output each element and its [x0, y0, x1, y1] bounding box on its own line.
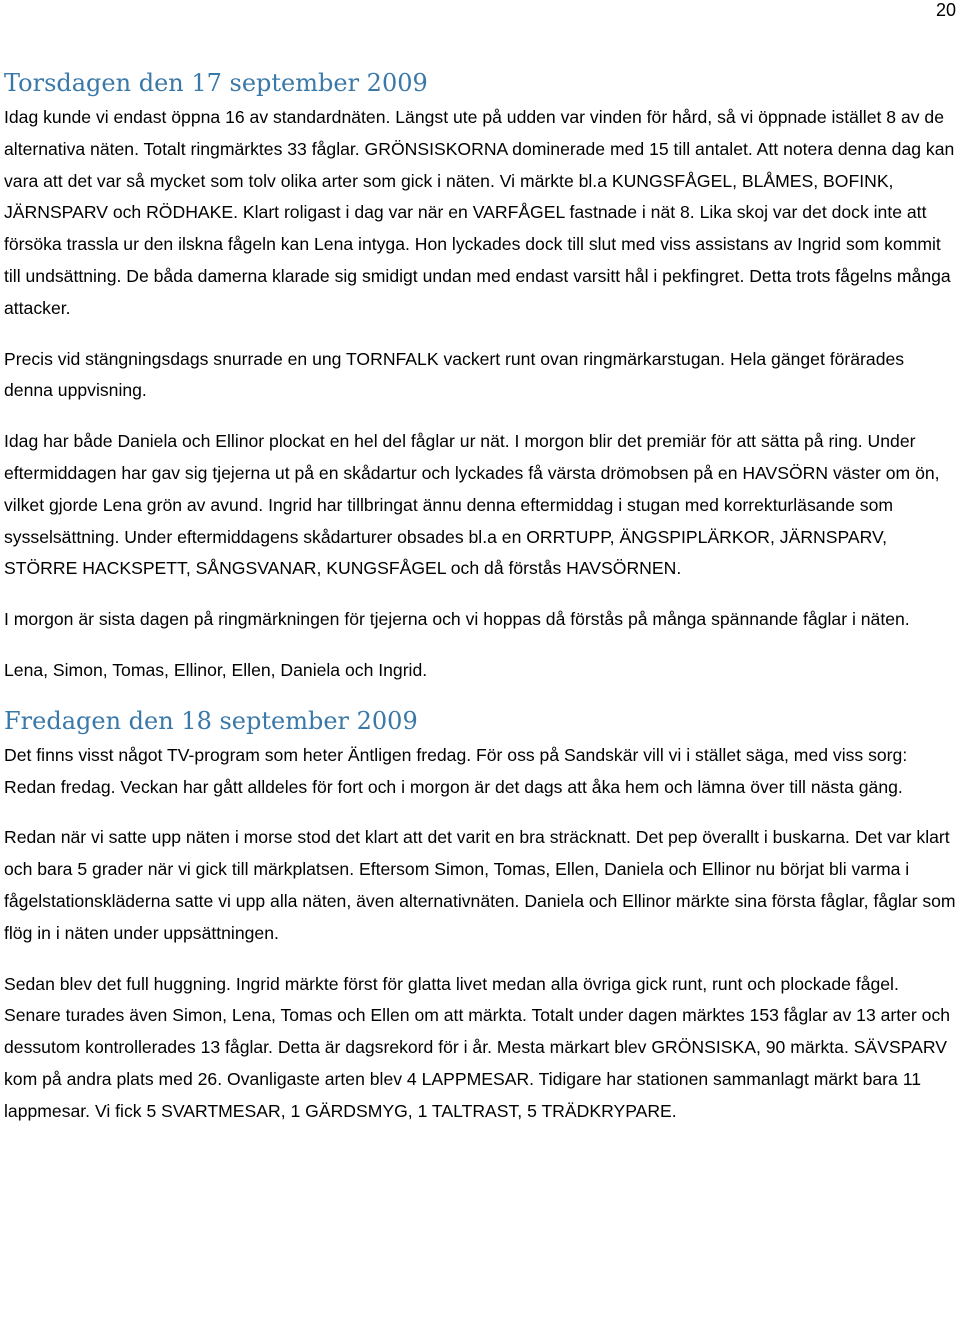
signature-line: Lena, Simon, Tomas, Ellinor, Ellen, Daniela och Ingrid.: [4, 659, 428, 680]
paragraph: I morgon är sista dagen på ringmärkningen för tjejerna och vi hoppas då förstås på många spännande fåglar i näten.: [4, 609, 910, 630]
paragraph: Precis vid stängningsdags snurrade en ung TORNFALK vackert runt ovan ringmärkarstugan. Hela gänget förärades denna uppvisning.: [4, 348, 905, 401]
section-heading-friday: Fredagen den 18 september 2009: [4, 706, 418, 735]
paragraph: Det finns visst något TV-program som heter Äntligen fredag. För oss på Sandskär vill vi i stället säga, med viss sorg: Redan fredag. Veckan har gått alldeles för fort och i morgon är det dags att åka hem och lämna över till nästa gäng.: [4, 744, 908, 797]
document-body: [4, 66, 956, 1128]
paragraph: Idag har både Daniela och Ellinor plockat en hel del fåglar ur nät. I morgon blir det premiär för att sätta på ring. Under eftermiddagen har gav sig tjejerna ut på en skådartur och lyckades få värsta drömobsen på en HAVSÖRN väster om ön, vilket gjorde Lena grön av avund. Ingrid har tillbringat ännu denna eftermiddag i stugan med korrekturläsande som sysselsättning. Under eftermiddagens skådarturer obsades bl.a en ORRTUPP, ÄNGSPIPLÄRKOR, JÄRNSPARV, STÖRRE HACKSPETT, SÅNGSVANAR, KUNGSFÅGEL och då förstås HAVSÖRNEN.: [4, 431, 940, 579]
paragraph: Redan när vi satte upp näten i morse stod det klart att det varit en bra sträcknatt. Det pep överallt i buskarna. Det var klart och bara 5 grader när vi gick till märkplatsen. Eftersom Simon, Tomas, Ellen, Daniela och Ellinor nu börjat bli varma i fågelstationskläderna satte vi upp alla näten, även alternativnäten. Daniela och Ellinor märkte sina första fåglar, fåglar som flög in i näten under uppsättningen.: [4, 827, 956, 943]
section-heading-thursday: Torsdagen den 17 september 2009: [4, 69, 428, 97]
paragraph: Sedan blev det full huggning. Ingrid märkte först för glatta livet medan alla övriga gick runt, runt och plockade fågel. Senare turades även Simon, Lena, Tomas och Ellen om att märkta. Totalt under dagen märktes 153 fåglar av 13 arter och dessutom kontrollerades 13 fåglar. Detta är dagsrekord för i år. Mesta märkart blev GRÖNSISKA, 90 märkta. SÄVSPARV kom på andra plats med 26. Ovanligaste arten blev 4 LAPPMESAR. Tidigare har stationen sammanlagt märkt bara 11 lappmesar. Vi fick 5 SVARTMESAR, 1 GÄRDSMYG, 1 TALTRAST, 5 TRÄDKRYPARE.: [4, 973, 951, 1121]
paragraph: Idag kunde vi endast öppna 16 av standardnäten. Längst ute på udden var vinden för hård, så vi öppnade istället 8 av de alternativa näten. Totalt ringmärktes 33 fåglar. GRÖNSISKORNA dominerade med 15 till antalet. Att notera denna dag kan vara att det var så mycket som tolv olika arter som gick i näten. Vi märkte bl.a KUNGSFÅGEL, BLÅMES, BOFINK, JÄRNSPARV och RÖDHAKE. Klart roligast i dag var när en VARFÅGEL fastnade i nät 8. Lika skoj var det dock inte att försöka trassla ur den ilskna fågeln kan Lena intyga. Hon lyckades dock till slut med viss assistans av Ingrid som kommit till undsättning. De båda damerna klarade sig smidigt undan med endast varsitt hål i pekfingret. Detta trots fågelns många attacker.: [4, 107, 955, 318]
page-number: 20: [935, 0, 956, 20]
